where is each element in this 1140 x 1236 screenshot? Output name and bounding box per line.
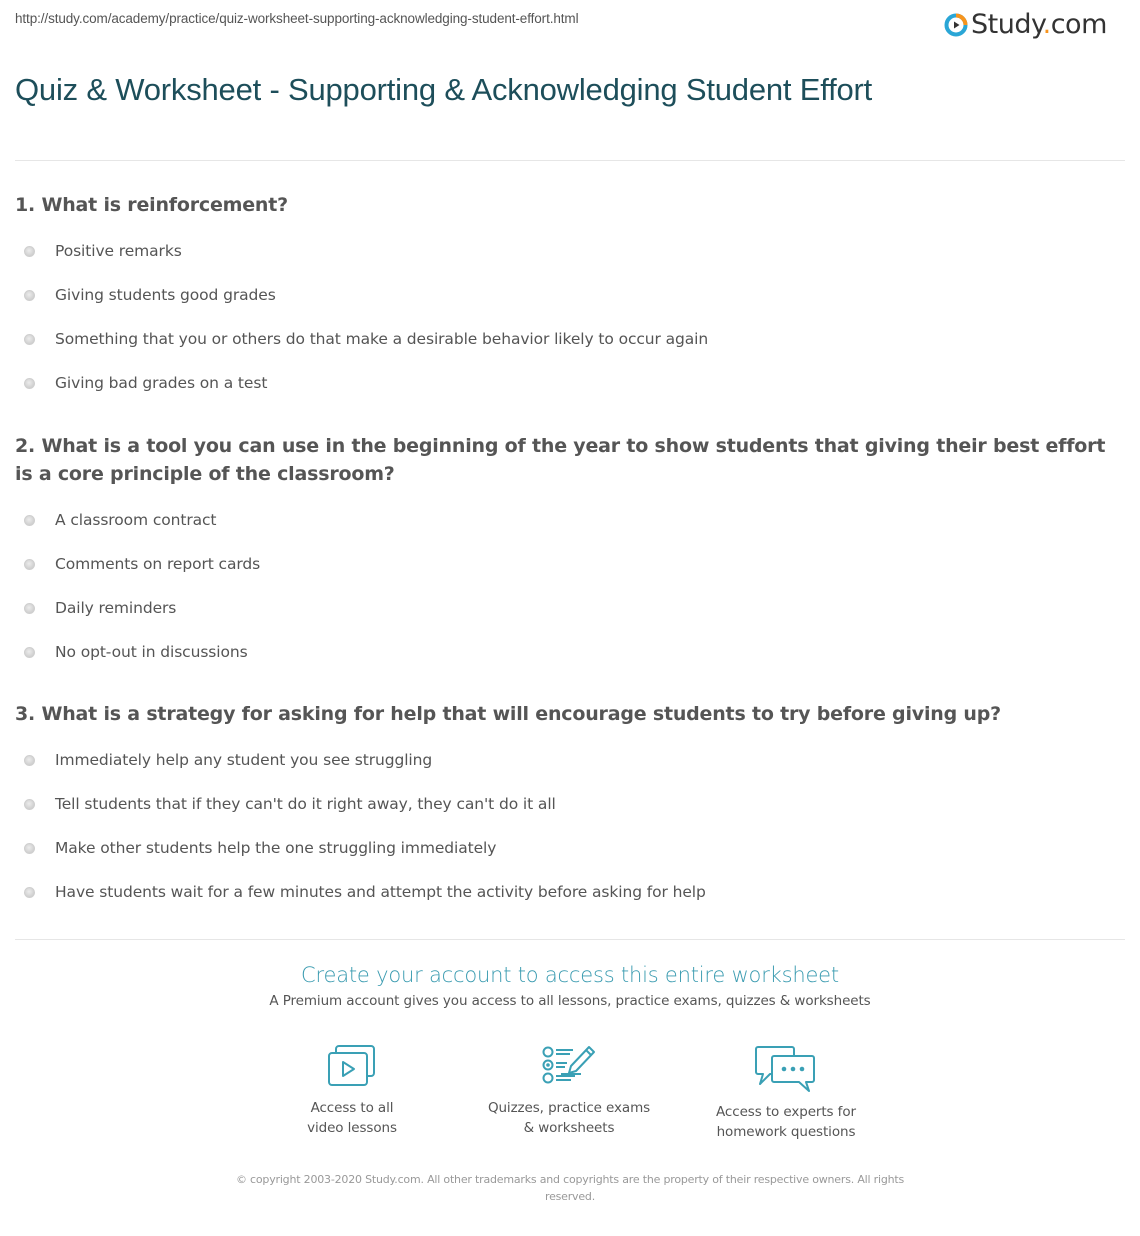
answer-option[interactable]: [15, 830, 1125, 874]
feature-label-line: Access to experts for: [716, 1104, 856, 1120]
radio-button[interactable]: [24, 515, 35, 526]
radio-button[interactable]: [24, 603, 35, 614]
title-divider: [15, 160, 1125, 161]
option-label: Tell students that if they can't do it right away, they can't do it all: [55, 795, 556, 813]
logo-dot: .: [1042, 9, 1051, 40]
radio-button[interactable]: [24, 290, 35, 301]
study-logo[interactable]: [944, 8, 1107, 42]
chat-bubbles-icon: [754, 1044, 818, 1092]
option-label: Positive remarks: [55, 242, 182, 260]
feature-label: [686, 1102, 886, 1142]
answer-options: [15, 502, 1125, 678]
answer-option[interactable]: [15, 365, 1125, 409]
answer-option[interactable]: [15, 590, 1125, 634]
option-label: Daily reminders: [55, 599, 177, 617]
answer-option[interactable]: [15, 634, 1125, 678]
answer-option[interactable]: [15, 786, 1125, 830]
radio-button[interactable]: [24, 799, 35, 810]
radio-button[interactable]: [24, 334, 35, 345]
account-cta: [0, 960, 1140, 1011]
copyright-footer: © copyright 2003-2020 Study.com. All other trademarks and copyrights are the property of their respective owners. All rights reserved.: [235, 1173, 905, 1203]
page-header: [0, 0, 1140, 50]
answer-option[interactable]: [15, 233, 1125, 277]
video-lessons-icon: [326, 1044, 378, 1088]
option-label: Make other students help the one struggling immediately: [55, 839, 497, 857]
quiz-checklist-icon: [541, 1044, 597, 1088]
option-label: Giving students good grades: [55, 286, 276, 304]
radio-button[interactable]: [24, 559, 35, 570]
question-2: [15, 432, 1125, 678]
radio-button[interactable]: [24, 843, 35, 854]
answer-option[interactable]: [15, 546, 1125, 590]
answer-options: [15, 742, 1125, 918]
feature-video-lessons: [252, 1044, 452, 1138]
cta-subtitle: A Premium account gives you access to all lessons, practice exams, quizzes & worksheets: [269, 993, 871, 1009]
feature-label-line: Access to all: [310, 1100, 394, 1116]
radio-button[interactable]: [24, 378, 35, 389]
option-label: Have students wait for a few minutes and attempt the activity before asking for help: [55, 883, 706, 901]
option-label: A classroom contract: [55, 511, 217, 529]
answer-option[interactable]: [15, 742, 1125, 786]
question-text: 2. What is a tool you can use in the beginning of the year to show students that giving their best effort is a core principle of the classroom?: [15, 435, 1106, 485]
cta-title-link[interactable]: Create your account to access this entire worksheet: [301, 963, 839, 987]
logo-text: Study: [971, 9, 1043, 40]
feature-label-line: & worksheets: [523, 1120, 615, 1136]
radio-button[interactable]: [24, 647, 35, 658]
question-text: 1. What is reinforcement?: [15, 194, 288, 216]
cta-divider: [15, 939, 1125, 940]
question-1: [15, 191, 1125, 409]
question-3: [15, 700, 1125, 918]
play-circle-logo-icon: [944, 13, 968, 37]
answer-options: [15, 233, 1125, 409]
feature-experts: [686, 1044, 886, 1142]
feature-label-line: video lessons: [307, 1120, 397, 1136]
option-label: No opt-out in discussions: [55, 643, 248, 661]
feature-label-line: Quizzes, practice exams: [487, 1100, 651, 1116]
radio-button[interactable]: [24, 887, 35, 898]
radio-button[interactable]: [24, 246, 35, 257]
option-label: Immediately help any student you see struggling: [55, 751, 433, 769]
feature-label-line: homework questions: [716, 1124, 856, 1140]
answer-option[interactable]: [15, 874, 1125, 918]
premium-features: [0, 1044, 1140, 1154]
logo-wordmark: [971, 10, 1107, 40]
question-text: 3. What is a strategy for asking for help that will encourage students to try before giving up?: [15, 703, 1001, 725]
answer-option[interactable]: [15, 502, 1125, 546]
option-label: Giving bad grades on a test: [55, 374, 268, 392]
answer-option[interactable]: [15, 277, 1125, 321]
feature-label: [252, 1098, 452, 1138]
feature-label: [469, 1098, 669, 1138]
answer-option[interactable]: [15, 321, 1125, 365]
option-label: Something that you or others do that make a desirable behavior likely to occur again: [55, 330, 709, 348]
radio-button[interactable]: [24, 755, 35, 766]
page-title: Quiz & Worksheet - Supporting & Acknowledging Student Effort: [15, 72, 873, 107]
option-label: Comments on report cards: [55, 555, 261, 573]
logo-suffix: com: [1050, 9, 1107, 40]
page-url: http://study.com/academy/practice/quiz-worksheet-supporting-acknowledging-student-effort.html: [15, 11, 579, 26]
feature-quizzes: [469, 1044, 669, 1138]
